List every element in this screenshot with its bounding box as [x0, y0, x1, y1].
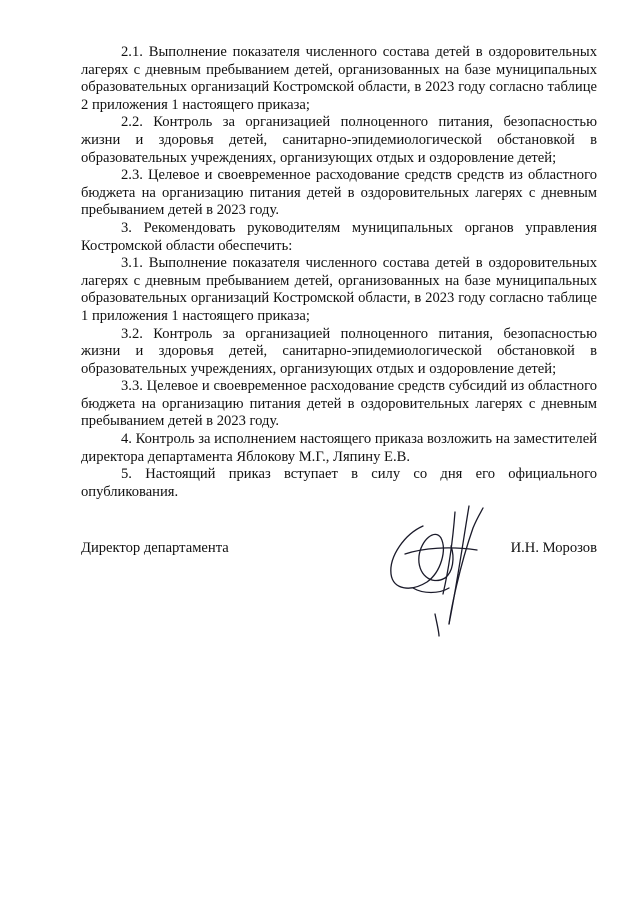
signatory-name: И.Н. Морозов	[510, 540, 597, 556]
signature-block	[81, 540, 597, 560]
paragraph-5: 5. Настоящий приказ вступает в силу со дня его официального опубликования.	[81, 466, 597, 500]
handwritten-signature-icon	[383, 498, 503, 638]
document-body	[81, 44, 597, 501]
paragraph-2-2: 2.2. Контроль за организацией полноценного питания, безопасностью жизни и здоровья детей, санитарно-эпидемиологической обстановкой в образовательных учреждениях, организующих отдых и оздоровление детей;	[81, 114, 597, 166]
paragraph-4: 4. Контроль за исполнением настоящего приказа возложить на заместителей директора департамента Яблокову М.Г., Ляпину Е.В.	[81, 431, 597, 465]
paragraph-2-1: 2.1. Выполнение показателя численного состава детей в оздоровительных лагерях с дневным пребыванием детей, организованных на базе муниципальных образовательных организаций Костромской области, в 2023 году согласно таблице 2 приложения 1 настоящего приказа;	[81, 44, 597, 113]
paragraph-3-1: 3.1. Выполнение показателя численного состава детей в оздоровительных лагерях с дневным пребыванием детей, организованных на базе муниципальных образовательных организаций Костромской области, в 2023 году согласно таблице 1 приложения 1 настоящего приказа;	[81, 255, 597, 324]
paragraph-2-3: 2.3. Целевое и своевременное расходование средств средств из областного бюджета на организацию питания детей в оздоровительных лагерях с дневным пребыванием детей в 2023 году.	[81, 167, 597, 219]
paragraph-3: 3. Рекомендовать руководителям муниципальных органов управления Костромской области обеспечить:	[81, 219, 597, 254]
paragraph-3-3: 3.3. Целевое и своевременное расходование средств субсидий из областного бюджета на организацию питания детей в оздоровительных лагерях с дневным пребыванием детей в 2023 году.	[81, 378, 597, 430]
signatory-position: Директор департамента	[81, 540, 229, 556]
paragraph-3-2: 3.2. Контроль за организацией полноценного питания, безопасностью жизни и здоровья детей, санитарно-эпидемиологической обстановкой в образовательных учреждениях, организующих отдых и оздоровление детей;	[81, 325, 597, 377]
